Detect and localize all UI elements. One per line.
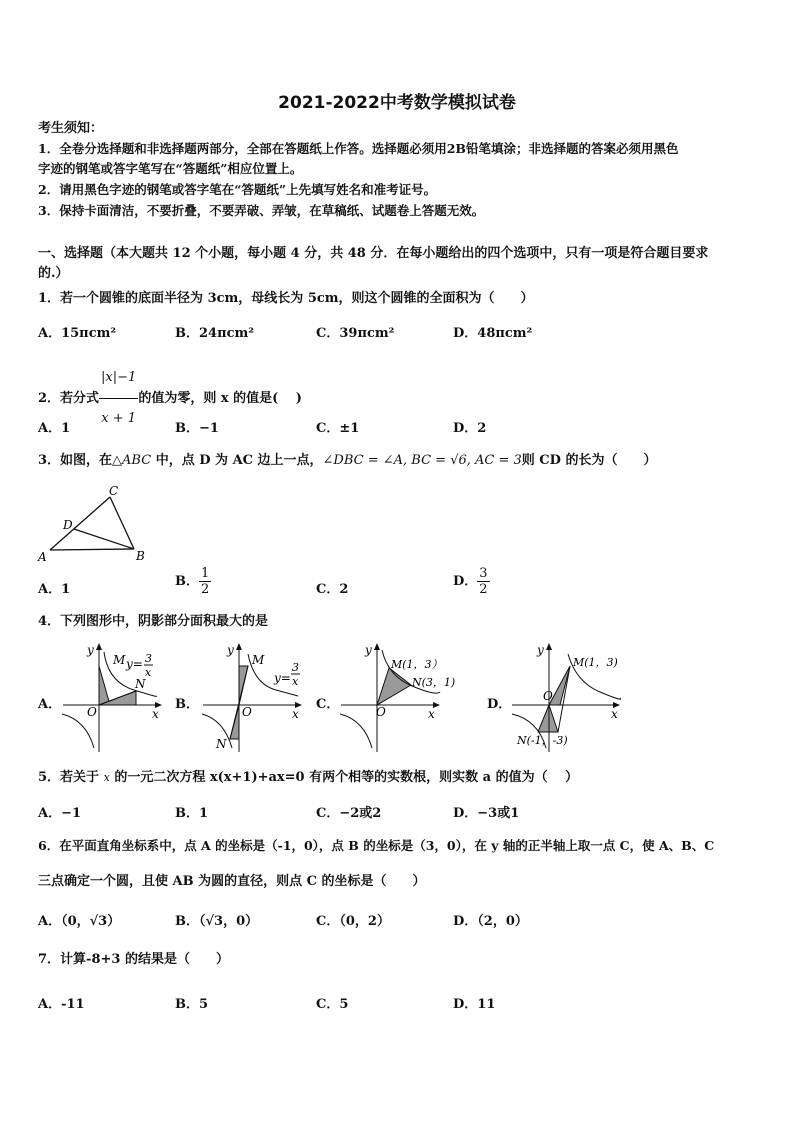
- q4-b-origin: O: [242, 705, 252, 719]
- q3-stem-pre: 3．如图，在: [38, 453, 113, 468]
- q3-label-c: C: [109, 484, 119, 498]
- q7-option-a[interactable]: A．-11: [38, 997, 85, 1012]
- q4-option-b[interactable]: B．: [175, 697, 199, 712]
- notice-item-3: 3．保持卡面清洁，不要折叠，不要弄破、弄皱，在草稿纸、试题卷上答题无效。: [38, 203, 485, 218]
- q4-graph-d: [508, 640, 628, 755]
- q4-a-eq-den: x: [145, 666, 152, 679]
- q1-stem: 1．若一个圆锥的底面半径为 3cm，母线长为 5cm，则这个圆锥的全面积为（ ）: [38, 291, 534, 306]
- q4-b-eq-y: y=: [274, 671, 291, 685]
- notice-item-2: 2．请用黑色字迹的钢笔或答字笔在“答题纸”上先填写姓名和准考证号。: [38, 182, 437, 197]
- q6-option-b[interactable]: B．（√3，0）: [175, 914, 259, 929]
- q3-option-d-fraction: [477, 566, 489, 597]
- q3-option-c[interactable]: C．2: [316, 582, 349, 597]
- q2-stem-post: 的值为零，则 x 的值是( ): [138, 391, 302, 406]
- q4-option-d[interactable]: D．: [487, 697, 512, 712]
- q4-d-x-label: x: [611, 707, 618, 721]
- q3-option-b-num: 1: [201, 566, 210, 581]
- q4-c-point-n: N(3，1): [412, 676, 456, 689]
- q4-b-point-n: N: [216, 737, 227, 751]
- q5-option-b[interactable]: B．1: [175, 806, 209, 821]
- section-heading-line2: 的.）: [38, 266, 69, 281]
- q3-condition: ∠DBC = ∠A, BC = √6, AC = 3: [322, 453, 522, 468]
- q2-option-a[interactable]: A．1: [38, 421, 71, 436]
- q5-option-d[interactable]: D．−3或1: [453, 806, 520, 821]
- q2-option-d[interactable]: D．2: [453, 421, 487, 436]
- q2-stem: [38, 358, 302, 439]
- q1-option-b[interactable]: B．24πcm²: [175, 326, 254, 341]
- q4-a-y-label: y: [87, 643, 94, 657]
- q1-option-c[interactable]: C．39πcm²: [316, 326, 395, 341]
- q4-graph-b: [198, 640, 308, 755]
- q3-option-b[interactable]: [175, 566, 211, 597]
- q3-option-b-label: B．: [175, 574, 199, 589]
- q2-frac-numerator: |x|−1: [99, 358, 138, 399]
- q2-stem-pre: 2．若分式: [38, 391, 100, 406]
- q6-stem-line2: 三点确定一个圆，且使 AB 为圆的直径，则点 C 的坐标是（ ）: [38, 874, 426, 889]
- q4-c-point-m: M(1，3）: [391, 658, 443, 671]
- q4-option-a[interactable]: A．: [38, 697, 62, 712]
- q4-a-eq-num: 3: [145, 652, 152, 665]
- q5-stem: [38, 770, 578, 786]
- q3-option-d-num: 3: [479, 566, 488, 581]
- q4-c-x-label: x: [428, 707, 435, 721]
- q5-stem-pre: 5．若关于: [38, 770, 104, 785]
- q2-option-b[interactable]: B．−1: [175, 421, 219, 436]
- q4-a-x-label: x: [152, 707, 159, 721]
- q4-a-point-n: N: [135, 677, 146, 691]
- q5-option-c[interactable]: C．−2或2: [316, 806, 382, 821]
- notice-heading: 考生须知：: [38, 121, 104, 136]
- q4-b-eq-den: x: [292, 675, 299, 688]
- q6-option-a[interactable]: A．（0，√3）: [38, 914, 121, 929]
- q4-b-eq-num: 3: [292, 661, 299, 674]
- q6-option-d[interactable]: D．（2，0）: [453, 914, 528, 929]
- q4-a-origin: O: [87, 705, 97, 719]
- q6-stem-line1: 6．在平面直角坐标系中，点 A 的坐标是（-1，0），点 B 的坐标是（3，0），在 y 轴的正半轴上取一点 C，使 A、B、C: [38, 838, 715, 853]
- q7-option-b[interactable]: B．5: [175, 997, 209, 1012]
- q4-b-point-m: M: [252, 653, 265, 667]
- q4-d-point-n: N(-1，-3): [517, 734, 568, 747]
- q6-option-c[interactable]: C．（0，2）: [316, 914, 390, 929]
- q1-option-a[interactable]: A．15πcm²: [38, 326, 117, 341]
- q5-stem-post: 的一元二次方程 x(x+1)+ax=0 有两个相等的实数根，则实数 a 的值为（ ）: [109, 770, 579, 785]
- q4-d-point-m: M(1，3): [573, 656, 618, 669]
- q4-c-origin: O: [376, 705, 386, 719]
- page-title: 2021-2022中考数学模拟试卷: [278, 93, 516, 113]
- q4-b-y-label: y: [227, 643, 234, 657]
- q4-b-x-label: x: [292, 707, 299, 721]
- q3-option-b-fraction: [199, 566, 211, 597]
- q7-option-d[interactable]: D．11: [453, 997, 496, 1012]
- q2-fraction: [99, 358, 138, 439]
- q5-variable: x: [103, 771, 110, 784]
- q3-stem-mid: 中，点 D 为 AC 边上一点，: [151, 453, 323, 468]
- q2-option-c[interactable]: C．±1: [316, 421, 360, 436]
- q3-option-d[interactable]: [453, 566, 490, 597]
- q1-option-d[interactable]: D．48πcm²: [453, 326, 533, 341]
- q7-stem: 7．计算-8+3 的结果是（ ）: [38, 952, 229, 967]
- notice-item-1-line2: 字迹的钢笔或答字笔写在“答题纸”相应位置上。: [38, 161, 303, 176]
- q3-stem: [38, 453, 656, 469]
- notice-item-1-line1: 1．全卷分选择题和非选择题两部分，全部在答题纸上作答。选择题必须用2B铅笔填涂；非选择题的答案必须用黑色: [38, 141, 679, 156]
- q4-a-eq-y: y=: [126, 657, 143, 671]
- q3-label-d: D: [63, 518, 73, 532]
- q3-option-b-den: 2: [201, 582, 210, 597]
- q3-option-a[interactable]: A．1: [38, 582, 71, 597]
- q3-stem-post: 则 CD 的长为（ ）: [521, 453, 657, 468]
- q5-option-a[interactable]: A．−1: [38, 806, 82, 821]
- q4-d-origin: O: [543, 689, 553, 703]
- q3-triangle: △ABC: [112, 453, 152, 468]
- q4-d-y-label: y: [537, 643, 544, 657]
- q3-label-a: A: [38, 550, 47, 563]
- q4-a-point-m: M: [113, 653, 126, 667]
- q3-label-b: B: [136, 549, 145, 563]
- q4-graph-a: [58, 640, 168, 755]
- q3-triangle-figure: [36, 483, 151, 563]
- q3-option-d-den: 2: [479, 582, 488, 597]
- q3-option-d-label: D．: [453, 574, 478, 589]
- q4-option-c[interactable]: C．: [316, 697, 340, 712]
- q2-frac-denominator: x + 1: [101, 411, 137, 426]
- q4-c-y-label: y: [365, 643, 372, 657]
- q7-option-c[interactable]: C．5: [316, 997, 349, 1012]
- section-heading-line1: 一、选择题（本大题共 12 个小题，每小题 4 分，共 48 分．在每小题给出的四个选项中，只有一项是符合题目要求: [38, 246, 709, 261]
- q4-stem: 4．下列图形中，阴影部分面积最大的是: [38, 614, 269, 629]
- q4-graph-c: [336, 640, 456, 755]
